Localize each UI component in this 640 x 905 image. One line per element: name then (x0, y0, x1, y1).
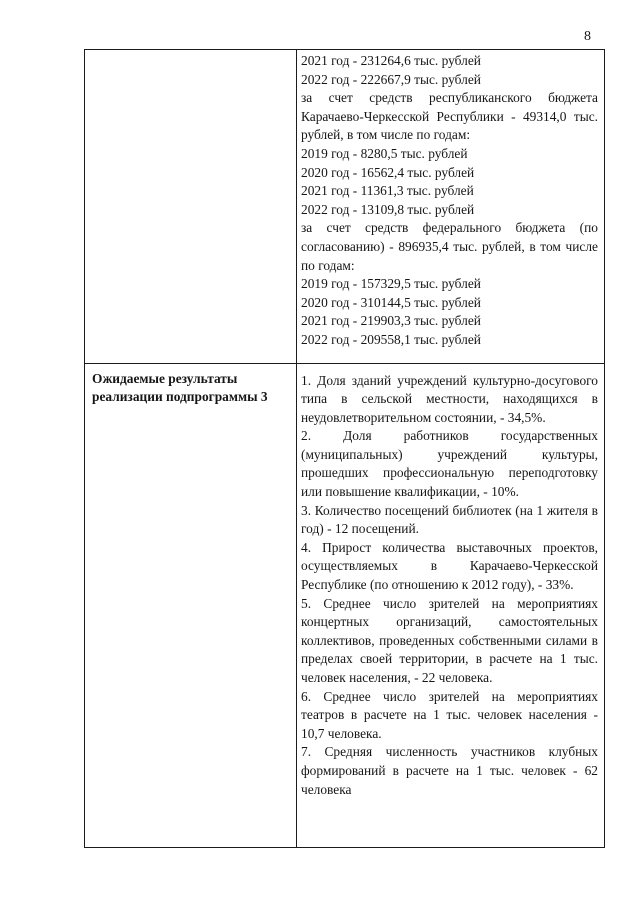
results-row (85, 363, 605, 848)
result-item: 5. Среднее число зрителей на мероприятиях концертных организаций, самостоятельных коллективов, проведенных собственными силами в пределах своей территории, в расчете на 1 тыс. человек населения, - 22 человека. (301, 595, 598, 685)
result-item: 2. Доля работников государственных (муниципальных) учреждений культуры, прошедших профессиональную переподготовку или повышение квалификации, - 10%. (301, 428, 598, 500)
federal-budget-line: 2022 год - 209558,1 тыс. рублей (301, 331, 481, 347)
result-item: 6. Среднее число зрителей на мероприятиях театров в расчете на 1 тыс. человек населения - 10,7 человека. (301, 688, 598, 741)
results-title: Ожидаемые результаты реализации подпрограммы 3 (92, 370, 268, 405)
results-content-cell (297, 363, 605, 848)
subprogram-table (84, 49, 605, 848)
republic-budget-line: 2019 год - 8280,5 тыс. рублей (301, 145, 468, 161)
result-item: 4. Прирост количества выставочных проектов, осуществляемых в Карачаево-Черкесской Республике (по отношению к 2012 году), - 33%. (301, 539, 598, 593)
federal-budget-line: 2021 год - 219903,3 тыс. рублей (301, 313, 481, 329)
funding-label-cell (85, 50, 297, 364)
result-item: 1. Доля зданий учреждений культурно-досугового типа в сельской местности, находящихся в неудовлетворительном состоянии, - 34,5%. (301, 372, 598, 425)
results-label-cell (85, 363, 297, 848)
republic-budget-paragraph: за счет средств республиканского бюджета Карачаево-Черкесской Республики - 49314,0 тыс. рублей, в том числе по годам: (301, 90, 598, 143)
funding-row (85, 50, 605, 364)
federal-budget-line: 2020 год - 310144,5 тыс. рублей (301, 294, 481, 310)
federal-budget-line: 2019 год - 157329,5 тыс. рублей (301, 276, 481, 292)
republic-budget-line: 2021 год - 11361,3 тыс. рублей (301, 183, 474, 199)
republic-budget-line: 2020 год - 16562,4 тыс. рублей (301, 164, 475, 180)
federal-budget-paragraph: за счет средств федерального бюджета (по согласованию) - 896935,4 тыс. рублей, в том числе по годам: (301, 220, 598, 273)
funding-line: 2021 год - 231264,6 тыс. рублей (301, 53, 481, 68)
result-item: 3. Количество посещений библиотек (на 1 жителя в год) - 12 посещений. (301, 502, 598, 537)
result-item: 7. Средняя численность участников клубных формирований в расчете на 1 тыс. человек - 62 человека (301, 744, 598, 797)
funding-line: 2022 год - 222667,9 тыс. рублей (301, 71, 481, 87)
republic-budget-line: 2022 год - 13109,8 тыс. рублей (301, 201, 475, 217)
funding-content-cell (297, 50, 605, 364)
page-number: 8 (584, 29, 591, 44)
